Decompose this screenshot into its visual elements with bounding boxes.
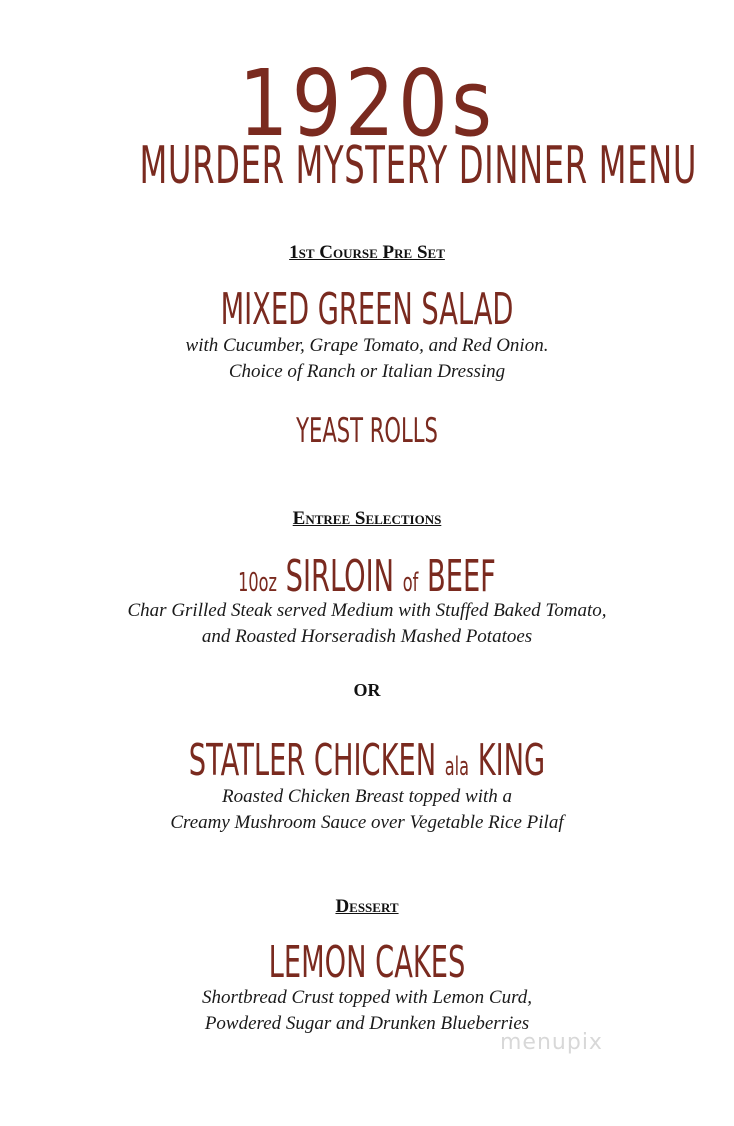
lemon-cakes-description-line-2: Powdered Sugar and Drunken Blueberries [204,1013,530,1034]
sirloin-name [139,551,594,602]
salad-name: MIXED GREEN SALAD [220,284,514,335]
menu-title-year: 1920s [238,50,496,157]
lemon-cakes-description-line-1: Shortbread Crust topped with Lemon Curd, [201,987,533,1008]
salad-description-line-2: Choice of Ranch or Italian Dressing [228,361,506,382]
menu-subtitle: MURDER MYSTERY DINNER MENU [139,136,698,196]
chicken-description-line-2: Creamy Mushroom Sauce over Vegetable Rice Pilaf [170,812,564,833]
or-divider: OR [353,680,381,700]
sirloin-weight: 10oz [238,568,277,598]
entree-heading: Entree Selections [292,508,442,529]
chicken-name [139,735,594,786]
chicken-description-line-1: Roasted Chicken Breast topped with a [221,786,513,807]
sirloin-description-line-1: Char Grilled Steak served Medium with Stuffed Baked Tomato, [127,600,607,621]
sirloin-beef: BEEF [426,551,496,602]
sirloin-description-line-2: and Roasted Horseradish Mashed Potatoes [201,626,533,647]
menupix-watermark: menupix [500,1030,603,1055]
sirloin-main: SIRLOIN [285,551,395,602]
chicken-ala: ala [444,752,470,782]
chicken-king: KING [477,735,546,786]
dessert-heading: Dessert [335,896,399,917]
yeast-rolls-name: YEAST ROLLS [296,411,438,451]
salad-description-line-1: with Cucumber, Grape Tomato, and Red Onion. [185,335,549,356]
lemon-cakes-name: LEMON CAKES [268,937,466,988]
sirloin-of: of [402,568,419,598]
course-1-heading: 1st Course Pre Set [289,242,445,263]
chicken-main: STATLER CHICKEN [188,735,437,786]
